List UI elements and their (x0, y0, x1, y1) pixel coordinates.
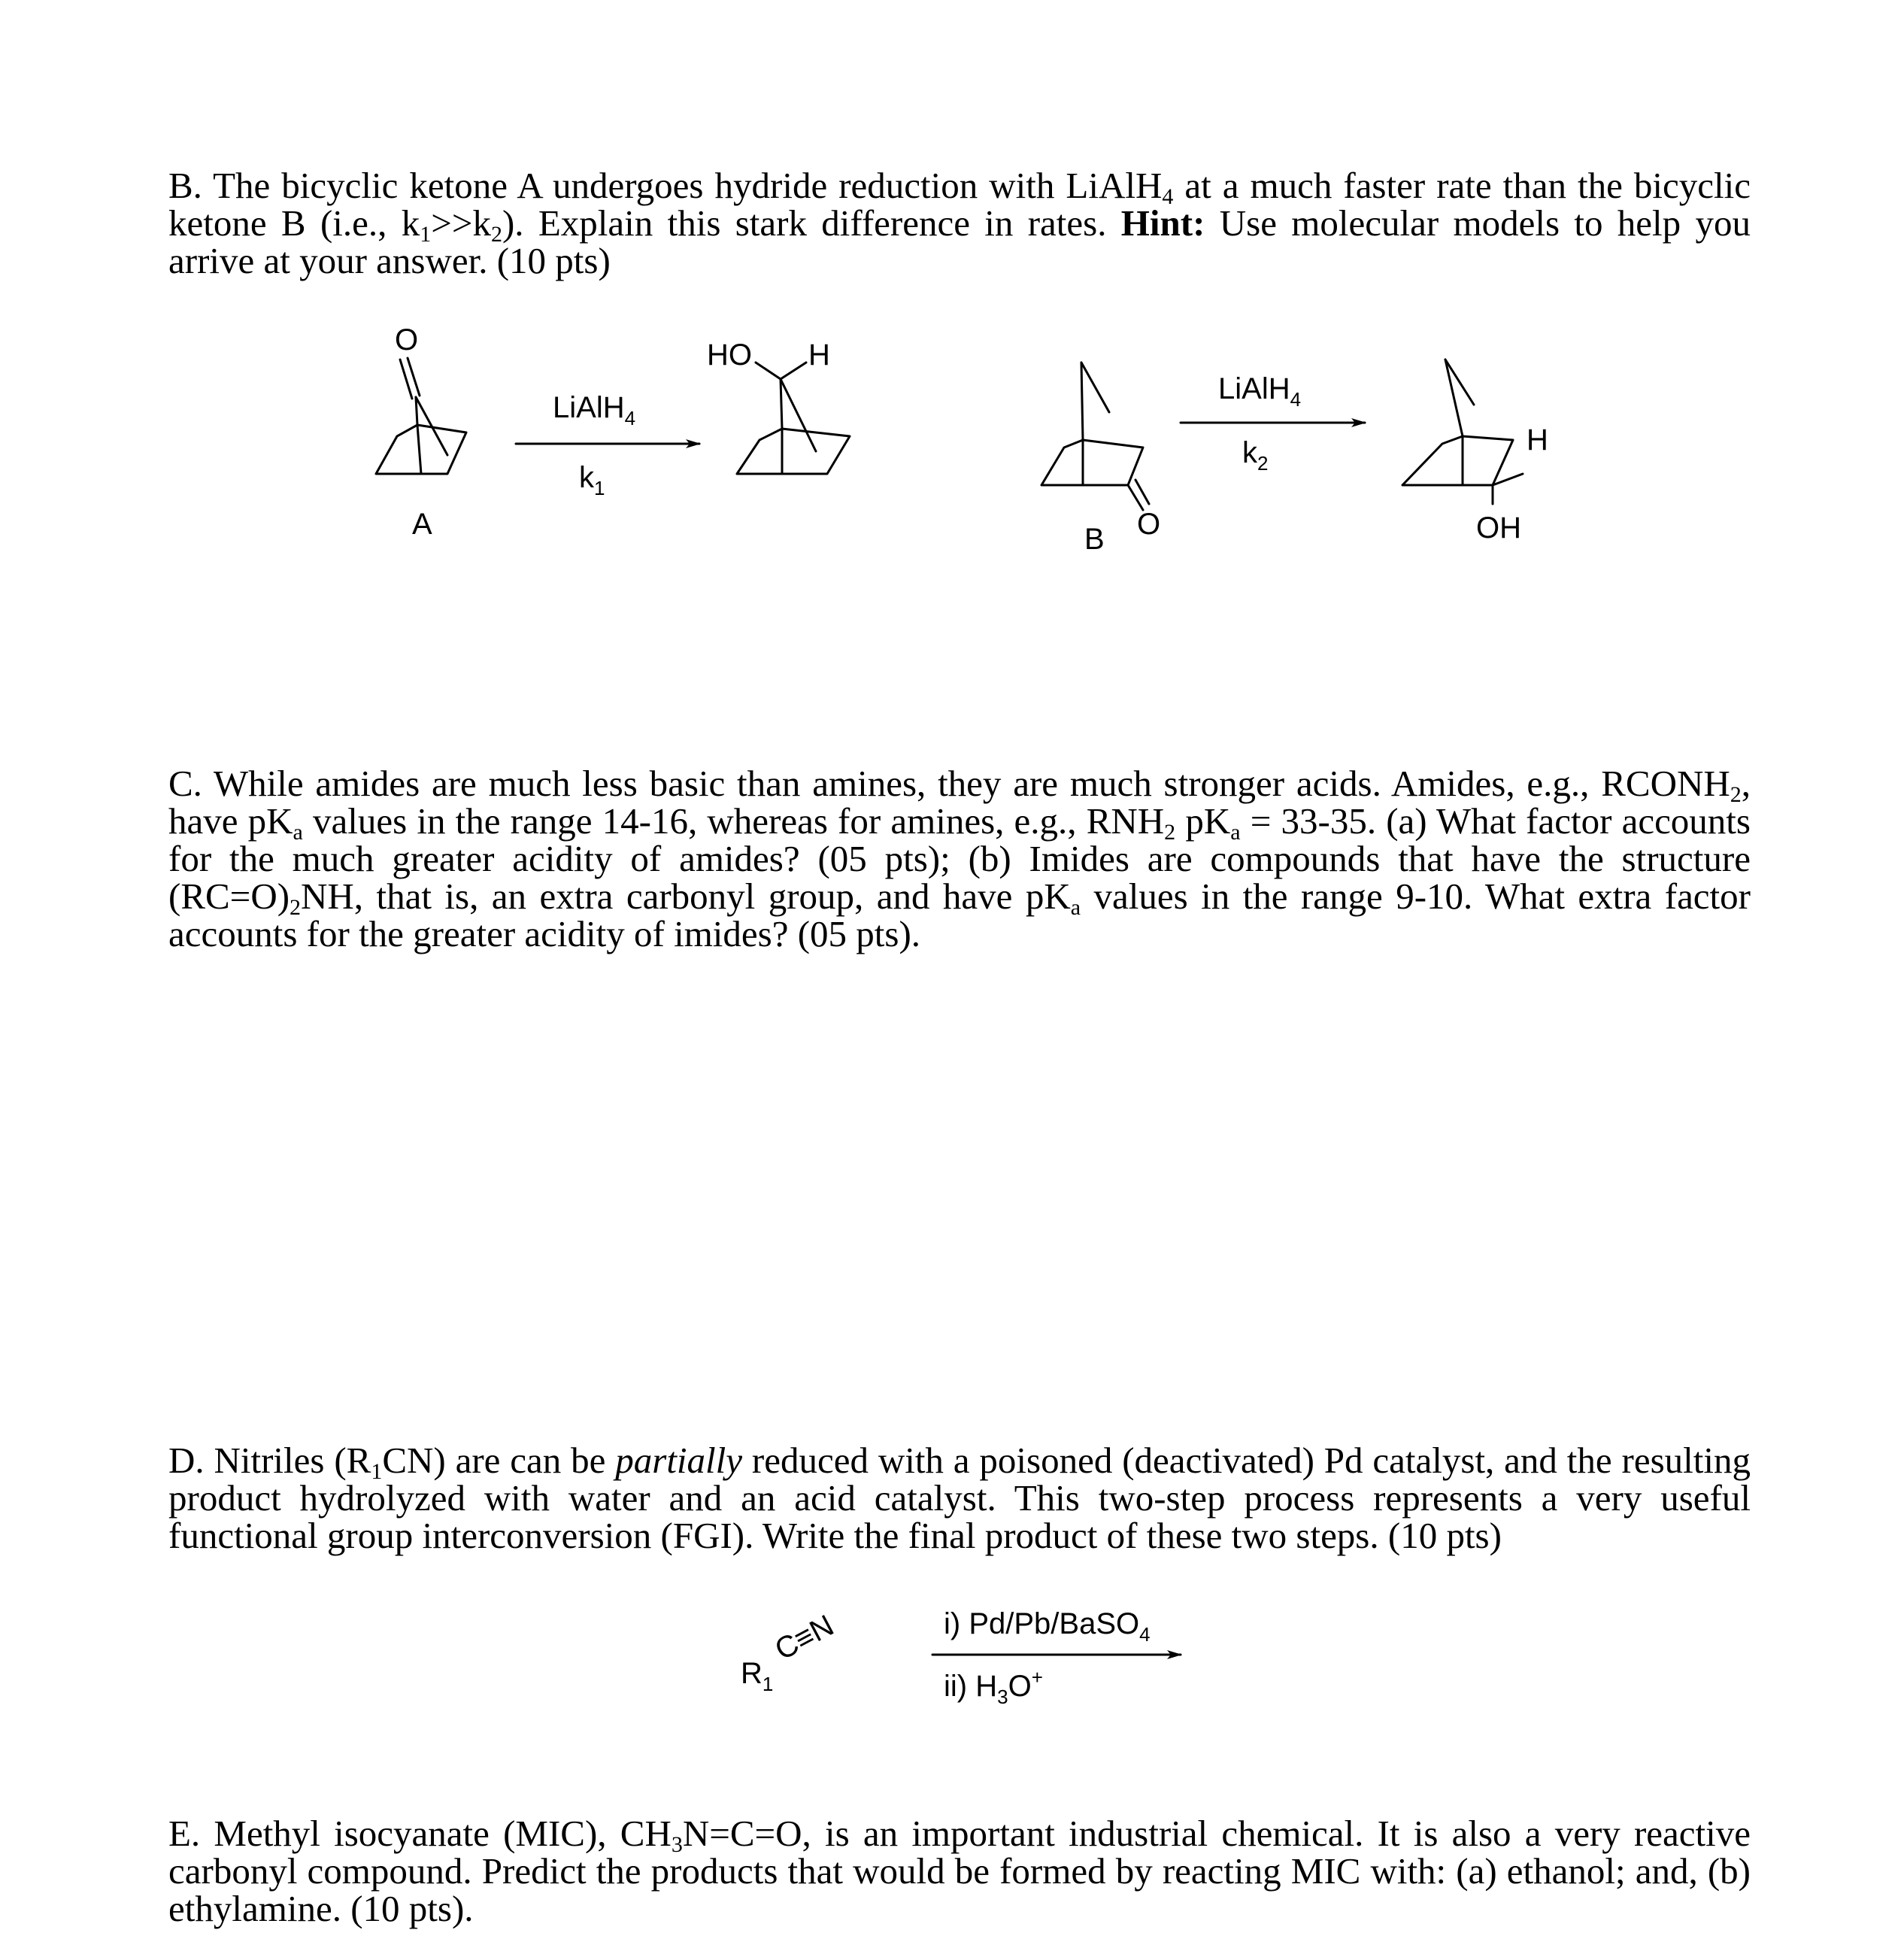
reaction-scheme-d (0, 1602, 1904, 1715)
label-a: A (412, 508, 432, 541)
svg-text:i) Pd/Pb/BaSO4: i) Pd/Pb/BaSO$_4$ (944, 1607, 1151, 1646)
question-e-text: E. Methyl isocyanate (MIC), $CH_3N=C=O$, is an important industrial chemical. It is also a very reactive carbonyl compound. Predict the products that would be formed by reacting MIC with: (a) ethanol; and, (b) ethylamine. (10 pts). (168, 1813, 1751, 1929)
svg-text:O: O (395, 323, 419, 357)
svg-text:LiAlH4: LiAlH$_4$ (1218, 372, 1302, 411)
label-b: B (1084, 523, 1105, 556)
svg-text:R1: $R_1$ (741, 1657, 774, 1695)
question-c-text: C. While amides are much less basic than amines, they are much stronger acids. Amides, e.g., $RCONH_2$, have $pK_a$ values in the range 14-16, whereas for amines, e.g., $RNH_2$ $pK_a = 33-35$. (a) What factor accounts for the much greater acidity of amides? (05 pts); (b) Imides are compounds that have the structure $(RC=O)_2NH$, that is, an extra carbonyl group, and have $pK_a$ values in the range 9-10. What extra factor accounts for the greater acidity of imides? (05 pts). (168, 763, 1751, 954)
svg-text:ii) H3O+: ii) $H_3O^+$ (944, 1666, 1043, 1708)
svg-text:OH: OH (1476, 511, 1521, 545)
ketone-b-structure (1041, 363, 1160, 541)
svg-text:C≡N: C≡N (769, 1609, 839, 1667)
svg-text:LiAlH4: LiAlH$_4$ (553, 391, 636, 429)
svg-text:H: H (1527, 423, 1548, 457)
svg-text:k2: $k_2$ (1242, 436, 1269, 475)
alcohol-product-2 (1402, 360, 1548, 545)
svg-text:HO: HO (707, 338, 752, 372)
alcohol-product-1 (707, 338, 850, 474)
question-d-text: D. Nitriles $(R_1CN)$ are can be partially reduced with a poisoned (deactivated) Pd catalyst, and the resulting product hydrolyzed with water and an acid catalyst. This two-step process represents a very useful functional group interconversion (FGI). Write the final product of these two steps. (10 pts) (168, 1440, 1751, 1556)
svg-text:k1: $k_1$ (579, 461, 605, 499)
hint-label: Hint: (1120, 202, 1205, 244)
reaction-scheme-b (0, 316, 1904, 557)
nitrile-structure (741, 1609, 839, 1695)
svg-text:O: O (1137, 508, 1161, 541)
ketone-a-structure (376, 323, 466, 474)
svg-text:H: H (808, 338, 830, 372)
question-b-text: B. The bicyclic ketone A undergoes hydride reduction with LiAlH$_4$ at a much faster rate than the bicyclic ketone B (i.e., $k_1>>k_2$). Explain this stark difference in rates. Hint: Use molecular models to help you arrive at your answer. (10 pts) (168, 165, 1751, 281)
